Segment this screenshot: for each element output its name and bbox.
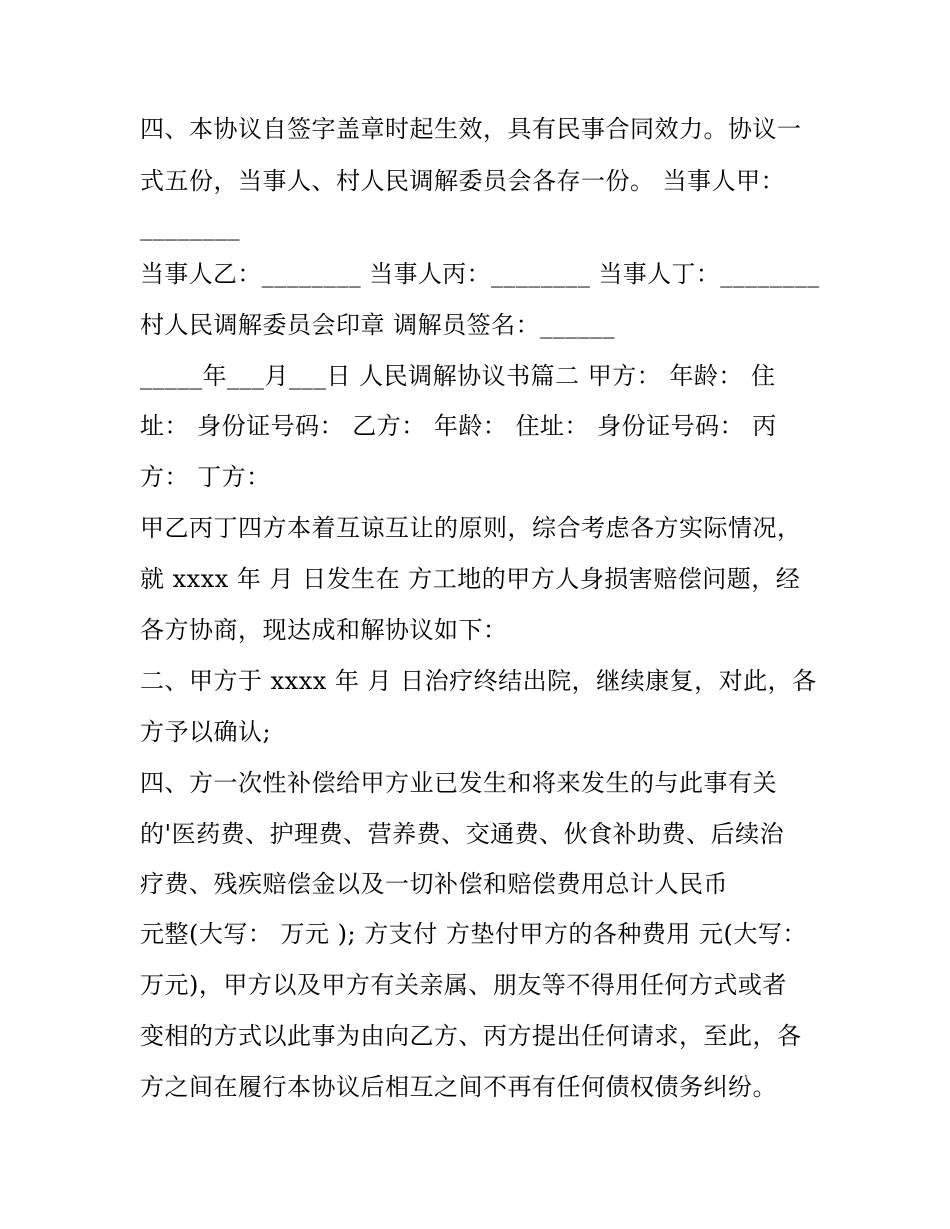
text-line: 变相的方式以此事为由向乙方、丙方提出任何请求，至此，各 bbox=[140, 1022, 802, 1050]
text-line: 元整(大写： 万元 ); 方支付 方垫付甲方的各种费用 元(大写： bbox=[140, 920, 807, 948]
text-line: 二、甲方于 xxxx 年 月 日治疗终结出院，继续康复，对此，各 bbox=[140, 667, 817, 695]
text-line: 村人民调解委员会印章 调解员签名：______ bbox=[140, 311, 616, 339]
text-line: 方予以确认; bbox=[140, 718, 272, 746]
text-line: 甲乙丙丁四方本着互谅互让的原则，综合考虑各方实际情况， bbox=[140, 514, 802, 542]
text-line: 就 xxxx 年 月 日发生在 方工地的甲方人身损害赔偿问题，经 bbox=[140, 565, 801, 593]
text-line: _____年___月___日 人民调解协议书篇二 甲方： 年龄： 住 bbox=[140, 362, 776, 390]
text-line: 当事人乙：________ 当事人丙：________ 当事人丁：________ bbox=[140, 260, 820, 288]
text-line: 万元)，甲方以及甲方有关亲属、朋友等不得用任何方式或者 bbox=[140, 971, 787, 999]
text-line: 方： 丁方： bbox=[140, 463, 271, 491]
text-line: 四、本协议自签字盖章时起生效，具有民事合同效力。协议一 bbox=[140, 115, 802, 143]
text-line: ________ bbox=[140, 213, 240, 241]
text-line: 的'医药费、护理费、营养费、交通费、伙食补助费、后续治 bbox=[140, 820, 785, 848]
text-line: 方之间在履行本协议后相互之间不再有任何债权债务纠纷。 bbox=[140, 1073, 777, 1101]
text-line: 四、方一次性补偿给甲方业已发生和将来发生的与此事有关 bbox=[140, 769, 777, 797]
text-line: 式五份，当事人、村人民调解委员会各存一份。 当事人甲： bbox=[140, 167, 786, 195]
text-line: 址： 身份证号码： 乙方： 年龄： 住址： 身份证号码： 丙 bbox=[140, 412, 777, 440]
text-line: 疗费、残疾赔偿金以及一切补偿和赔偿费用总计人民币 bbox=[140, 870, 728, 898]
text-line: 各方协商，现达成和解协议如下： bbox=[140, 616, 508, 644]
